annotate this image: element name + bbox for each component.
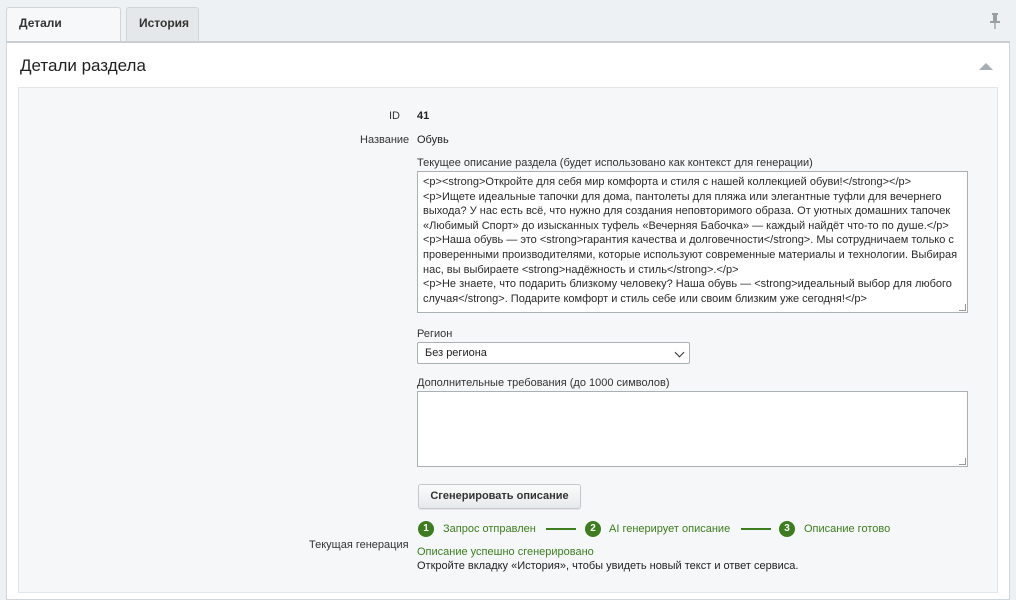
description-textarea[interactable]: <p><strong>Откройте для себя мир комфорта и стиля с нашей коллекцией обуви!</strong></p> <p>Ищете идеальные тапочки для дома, пантолеты для пляжа или элегантные туфли для вечернего выхода? У нас есть всё, что нужно для создания неповторимого образа. От уютных домашних тапочек «Любимый Спорт» до изысканных туфель «Вечерняя Бабочка» — каждый найдёт что-то по душе.</p> <p>Наша обувь — это <strong>гарантия качества и долговечности</strong>. Мы сотрудничаем только с проверенными производителями, которые используют современные материалы и технологии. Выбирая нас, вы выбираете <strong>надёжность и стиль</strong>.</p> <p>Не знаете, что подарить близкому человеку? Наша обувь — <strong>идеальный выбор для любого случая</strong>. Подарите комфорт и стиль себе или своим близким уже сегодня!</p>	[417, 171, 968, 313]
step-1-label: Запрос отправлен	[443, 523, 536, 535]
collapse-arrow-icon[interactable]	[979, 63, 993, 70]
panel-title: Детали раздела	[20, 56, 146, 75]
step-3-label: Описание готово	[804, 523, 891, 535]
region-selected-value: Без региона	[425, 347, 487, 359]
resize-handle-icon[interactable]	[959, 458, 966, 465]
tab-section-details[interactable]: Детали	[6, 7, 121, 41]
pin-icon[interactable]	[988, 12, 1002, 30]
id-label: ID	[389, 110, 400, 122]
region-select[interactable]	[417, 342, 690, 364]
current-generation-label: Текущая генерация	[309, 539, 409, 551]
extra-requirements-textarea[interactable]	[417, 391, 968, 467]
extra-requirements-label: Дополнительные требования (до 1000 символов)	[417, 377, 670, 389]
form-area	[18, 87, 998, 593]
id-value: 41	[417, 110, 430, 122]
step-connector	[741, 528, 771, 530]
tab-history[interactable]: История	[126, 7, 199, 41]
region-label: Регион	[417, 328, 453, 340]
generation-hint: Откройте вкладку «История», чтобы увидеть новый текст и ответ сервиса.	[417, 560, 799, 572]
name-value: Обувь	[417, 134, 449, 146]
step-3-icon: 3	[779, 521, 795, 537]
name-label: Название	[360, 134, 410, 146]
section-details-panel	[6, 41, 1010, 600]
chevron-down-icon	[675, 348, 685, 358]
resize-handle-icon[interactable]	[959, 304, 966, 311]
tab-bar	[0, 0, 1016, 42]
generation-success-message: Описание успешно сгенерировано	[417, 546, 594, 558]
generate-description-button[interactable]: Сгенерировать описание	[418, 484, 581, 509]
step-connector	[546, 528, 576, 530]
description-label: Текущее описание раздела (будет использовано как контекст для генерации)	[417, 157, 813, 169]
step-2-icon: 2	[585, 521, 601, 537]
step-2-label: AI генерирует описание	[609, 523, 731, 535]
step-1-icon: 1	[418, 521, 434, 537]
